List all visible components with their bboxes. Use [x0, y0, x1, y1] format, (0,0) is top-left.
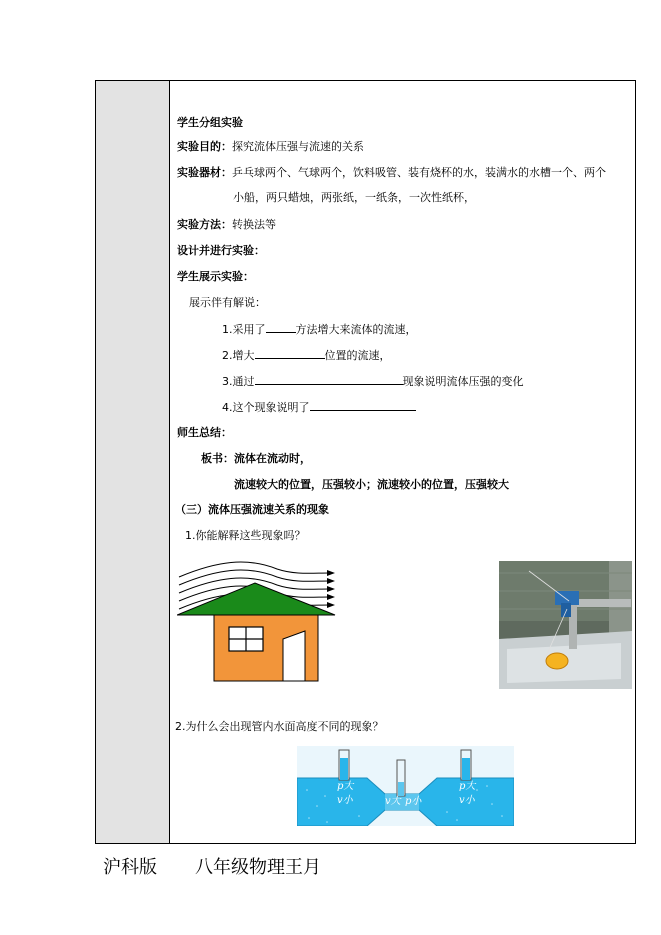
right-pressure-label: p大 [459, 781, 476, 792]
purpose-text: 探究流体压强与流速的关系 [232, 140, 364, 153]
left-velocity-label: v小 [337, 795, 353, 806]
blank-1 [266, 321, 296, 333]
board-label: 板书： [201, 452, 234, 465]
equipment-label: 实验器材： [177, 166, 232, 179]
question-1 [222, 321, 417, 338]
question-4-start: 4.这个现象说明了 [222, 401, 310, 414]
middle-standpipe [397, 760, 405, 796]
middle-pressure-label: p小 [405, 796, 422, 807]
water-question: 2.为什么会出现管内水面高度不同的现象？ [175, 720, 384, 733]
left-column [96, 81, 170, 843]
blank-2 [255, 347, 325, 359]
equipment-line-1 [177, 165, 606, 181]
question-2 [222, 347, 391, 364]
blank-4 [310, 399, 416, 411]
right-standpipe [461, 750, 471, 780]
method-label: 实验方法： [177, 218, 232, 231]
question-3-end: 现象说明流体压强的变化 [402, 375, 524, 388]
airflow-arrowheads [327, 570, 335, 608]
lesson-content [171, 81, 635, 843]
page-footer [103, 853, 321, 879]
footer-edition: 沪科版 [103, 857, 157, 878]
question-4 [222, 399, 416, 416]
blank-3 [255, 373, 403, 385]
question-2-end: 位置的流速， [324, 349, 391, 362]
faucet-ball-photo [499, 561, 632, 689]
group-experiment-heading: 学生分组实验 [177, 116, 243, 129]
equipment-text-1: 乒乓球两个、气球两个，饮料吸管、装有烧杯的水，装满水的水槽一个、两个 [232, 166, 606, 179]
question-3 [222, 373, 524, 390]
house-wind-illustration [177, 555, 339, 685]
design-heading: 设计并进行实验： [177, 244, 265, 257]
tube-pressure-figure [297, 746, 514, 826]
house-door [283, 631, 305, 681]
explain-question: 1.你能解释这些现象吗？ [185, 529, 306, 542]
board-line-1 [201, 451, 311, 467]
show-heading: 学生展示实验： [177, 270, 254, 283]
middle-velocity-label: v大 [385, 796, 401, 807]
summary-heading: 师生总结： [177, 426, 232, 439]
equipment-text-2: 小船，两只蜡烛，两张纸，一纸条，一次性纸杯， [233, 191, 475, 204]
question-1-start: 1.采用了 [222, 323, 266, 336]
method-line [177, 217, 276, 233]
airflow-line-1 [179, 562, 329, 577]
section-3-title: （三）流体压强流速关系的现象 [175, 503, 329, 516]
airflow-line-2 [179, 570, 329, 585]
footer-author: 八年级物理王月 [195, 857, 321, 878]
question-1-end: 方法增大来流体的流速， [295, 323, 417, 336]
lesson-table [95, 80, 636, 844]
purpose-line [177, 139, 364, 155]
board-text-1: 流体在流动时， [234, 452, 311, 465]
question-2-start: 2.增大 [222, 349, 255, 362]
house-window [229, 627, 263, 651]
left-standpipe [339, 750, 349, 780]
explain-label: 展示伴有解说： [189, 296, 266, 309]
left-pressure-label: p大 [337, 781, 354, 792]
method-text: 转换法等 [232, 218, 276, 231]
house-roof [177, 583, 335, 615]
purpose-label: 实验目的： [177, 140, 232, 153]
board-line-2: 流速较大的位置，压强较小；流速较小的位置，压强较大 [234, 478, 509, 491]
right-velocity-label: v小 [459, 795, 475, 806]
question-3-start: 3.通过 [222, 375, 255, 388]
